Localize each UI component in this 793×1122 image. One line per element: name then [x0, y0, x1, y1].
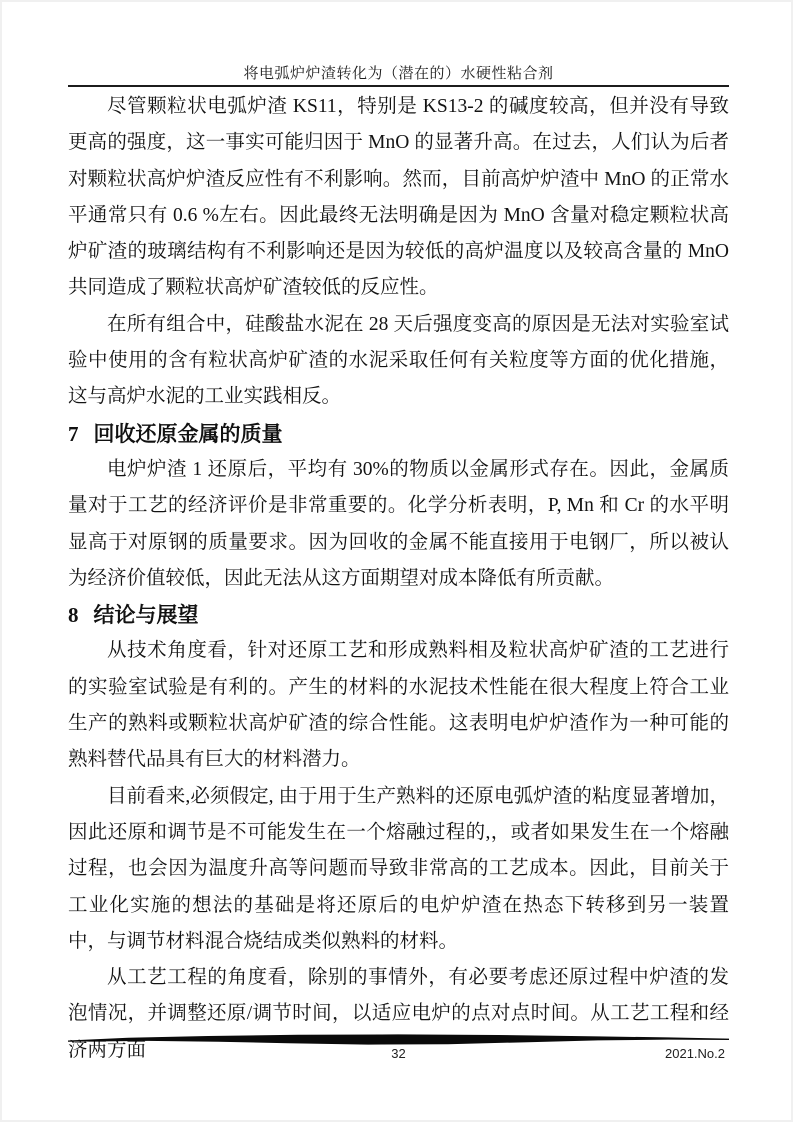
section-title: 回收还原金属的质量 — [93, 421, 283, 446]
section-title: 结论与展望 — [93, 603, 199, 628]
paragraph-mno-discussion: 尽管颗粒状电弧炉渣 KS11，特别是 KS13-2 的碱度较高，但并没有导致更高的强度，这一事实可能归因于 MnO 的显著升高。在过去，人们认为后者对颗粒状高炉炉渣反应性有不利影响。然而，目前高炉炉渣中 MnO 的正常水平通常只有 0.6 %左右。因此最终无法明确是因为 MnO 含量对稳定颗粒状高炉矿渣的玻璃结构有不利影响还是因为较低的高炉温度以及较高含量的 MnO 共同造成了颗粒状高炉矿渣较低的反应性。 — [68, 96, 729, 299]
paragraph-portland-cement-28days: 在所有组合中，硅酸盐水泥在 28 天后强度变高的原因是无法对实验室试验中使用的含有粒状高炉矿渣的水泥采取任何有关粒度等方面的优化措施，这与高炉水泥的工业实践相反。 — [68, 313, 729, 408]
page-footer — [68, 1046, 729, 1064]
paragraph-technical-conclusion: 从技术角度看，针对还原工艺和形成熟料相及粒状高炉矿渣的工艺进行的实验室试验是有利的。产生的材料的水泥技术性能在很大程度上符合工业生产的熟料或颗粒状高炉矿渣的综合性能。这表明电炉炉渣作为一种可能的熟料替代品具有巨大的材料潜力。 — [68, 640, 729, 771]
page-number: 32 — [391, 1046, 406, 1061]
paragraph-viscosity-industrialization: 目前看来,必须假定, 由于用于生产熟料的还原电弧炉渣的粘度显著增加，因此还原和调节是不可能发生在一个熔融过程的,，或者如果发生在一个熔融过程，也会因为温度升高等问题而导致非常高的工艺成本。因此，目前关于工业化实施的想法的基础是将还原后的电炉炉渣在热态下转移到另一装置中，与调节材料混合烧结成类似熟料的材料。 — [68, 785, 729, 952]
section-heading-8 — [68, 597, 729, 633]
paragraph-process-engineering: 从工艺工程的角度看，除别的事情外，有必要考虑还原过程中炉渣的发泡情况，并调整还原/调节时间，以适应电炉的点对点时间。从工艺工程和经济两方面 — [68, 967, 729, 1061]
section-number: 8 — [68, 603, 79, 628]
document-body — [68, 89, 729, 1069]
running-header-title: 将电弧炉炉渣转化为（潜在的）水硬性粘合剂 — [243, 66, 554, 82]
paragraph-metal-quality: 电炉炉渣 1 还原后，平均有 30%的物质以金属形式存在。因此，金属质量对于工艺的经济评价是非常重要的。化学分析表明，P, Mn 和 Cr 的水平明显高于对原钢的质量要求。因为回收的金属不能直接用于电钢厂，所以被认为经济价值较低，因此无法从这方面期望对成本降低有所贡献。 — [68, 458, 729, 589]
header-rule — [68, 85, 729, 87]
section-heading-7 — [68, 416, 729, 452]
section-number: 7 — [68, 421, 79, 446]
footer-separator-bar — [68, 1034, 729, 1045]
issue-label: 2021.No.2 — [665, 1046, 725, 1061]
